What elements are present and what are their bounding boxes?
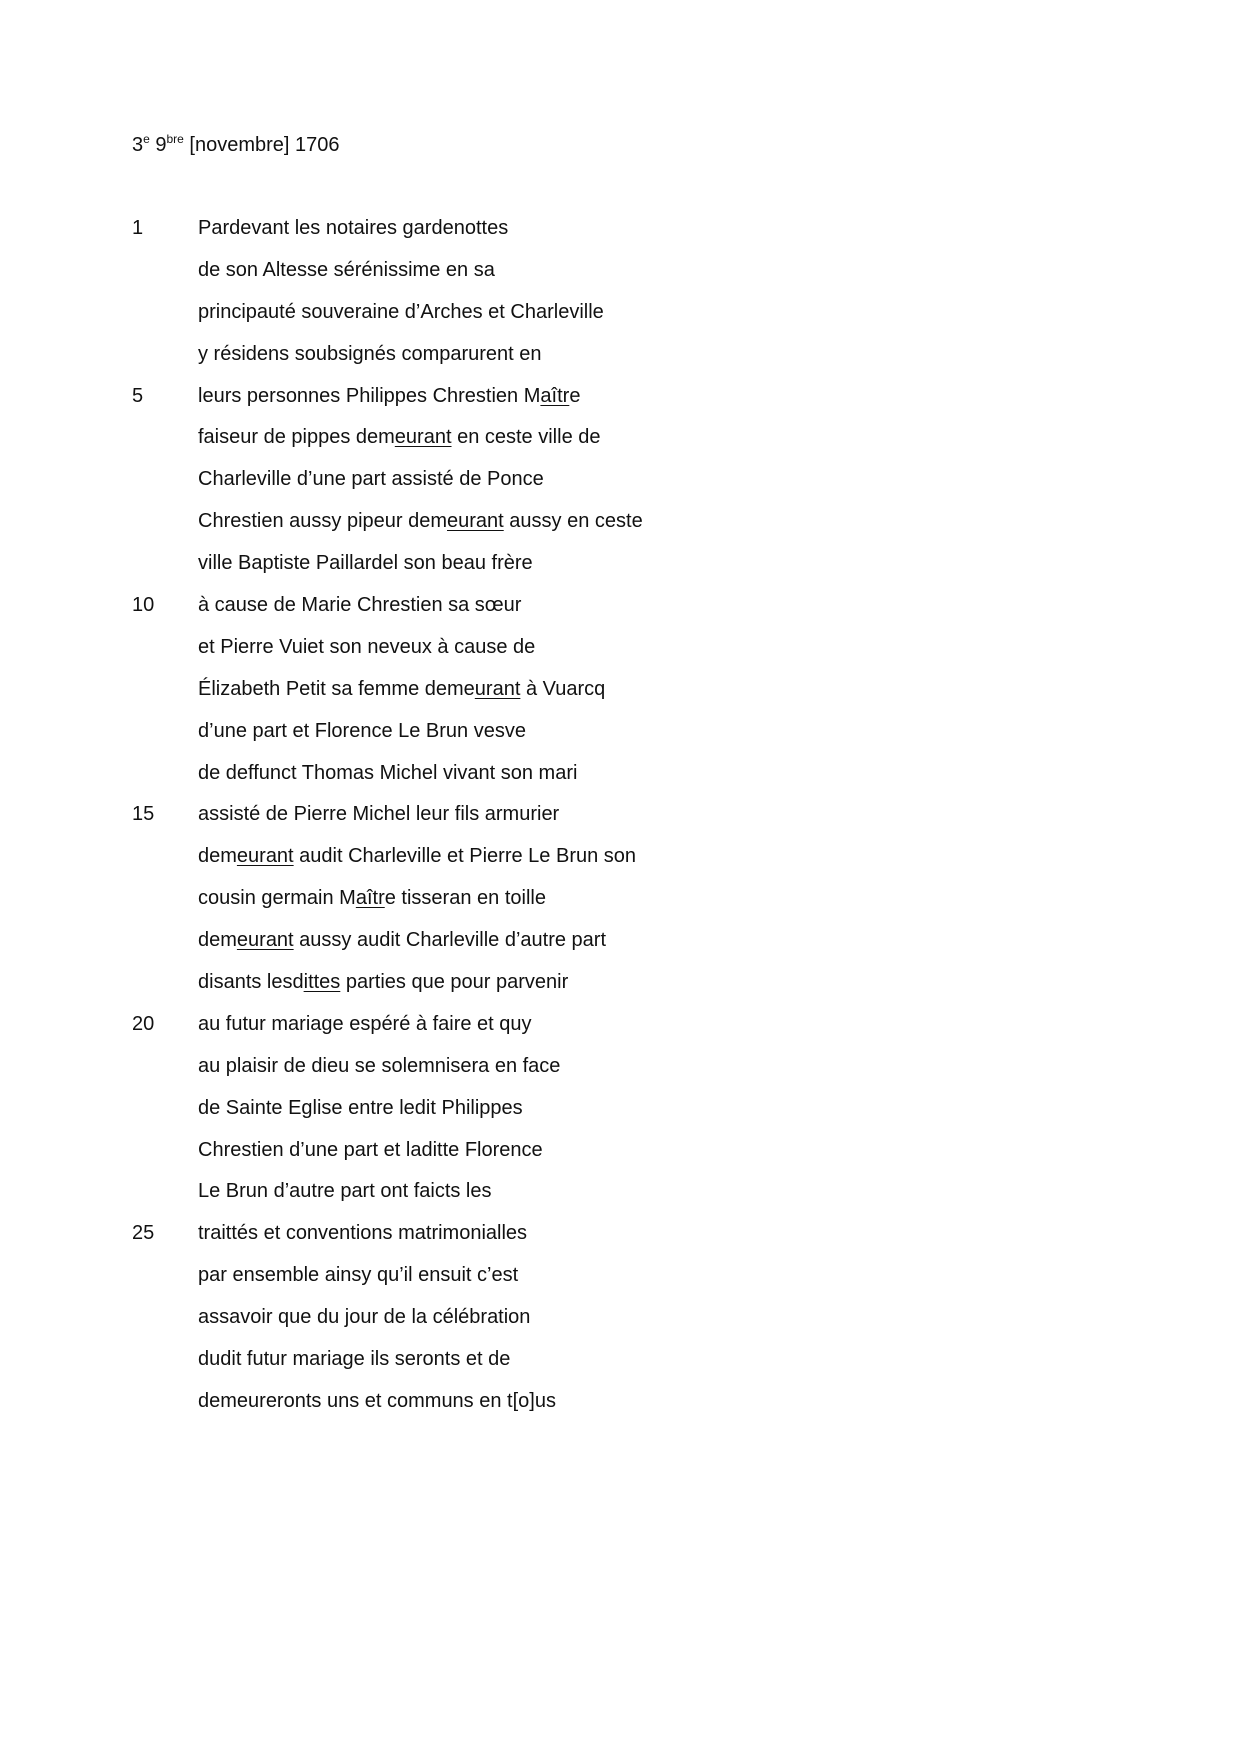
line-text [198, 1220, 527, 1246]
line-text [198, 885, 546, 911]
text-segment: Chrestien aussy pipeur dem [198, 510, 448, 533]
line-text [198, 466, 544, 492]
document-date-heading [132, 132, 340, 160]
text-segment: cousin germain M [198, 887, 356, 910]
line-text [198, 1137, 543, 1163]
line-text [198, 550, 533, 576]
line-text [198, 843, 636, 869]
line-text [198, 801, 559, 827]
text-segment: y résidens soubsignés comparurent en [198, 342, 542, 365]
line-text [198, 1388, 556, 1414]
text-segment: ville Baptiste Paillardel son beau frère [198, 552, 533, 575]
text-segment: traittés et conventions matrimonialles [198, 1222, 528, 1245]
line-text [198, 424, 601, 450]
line-text [198, 592, 521, 618]
line-text [198, 676, 605, 702]
text-segment: et Pierre Vuiet son neveux à cause de [198, 635, 536, 658]
text-segment: dudit futur mariage ils seronts et de [198, 1348, 511, 1371]
heading-day-superscript: e [143, 132, 150, 146]
text-segment: disants lesd [198, 971, 304, 994]
transcription-line [0, 760, 1240, 802]
expanded-abbreviation: eurant [394, 426, 452, 449]
expanded-abbreviation: aîtr [540, 384, 570, 407]
line-text [198, 1178, 492, 1204]
line-number: 10 [132, 594, 155, 617]
transcription-line [0, 885, 1240, 927]
heading-rest: [novembre] 1706 [183, 134, 340, 156]
line-number: 1 [132, 217, 144, 239]
text-segment: au futur mariage espéré à faire et quy [198, 1012, 532, 1035]
text-segment: dem [198, 929, 237, 952]
line-number: 15 [132, 803, 155, 826]
line-text [198, 341, 542, 367]
text-segment: d’une part et Florence Le Brun vesve [198, 719, 526, 742]
transcription-line [0, 1053, 1240, 1095]
text-segment: en ceste ville de [451, 426, 601, 449]
expanded-abbreviation: eurant [236, 845, 294, 868]
line-text [198, 257, 495, 283]
transcription-line [0, 550, 1240, 592]
line-text [198, 215, 508, 241]
text-segment: e [569, 384, 581, 407]
text-segment: par ensemble ainsy qu’il ensuit c’est [198, 1264, 519, 1287]
transcription-line [0, 592, 1240, 634]
line-text [198, 383, 580, 409]
line-text [198, 760, 577, 786]
transcription-line [0, 1011, 1240, 1053]
text-segment: de son Altesse sérénissime en sa [198, 258, 495, 281]
transcription-line [0, 299, 1240, 341]
line-text [198, 634, 535, 660]
text-segment: principauté souveraine d’Arches et Charleville [198, 300, 604, 323]
line-text [198, 718, 526, 744]
transcription-line [0, 843, 1240, 885]
line-text [198, 508, 643, 534]
text-segment: Pardevant les notaires gardenottes [198, 217, 509, 239]
transcription-line [0, 1262, 1240, 1304]
line-text [198, 1304, 530, 1330]
transcription-line [0, 1220, 1240, 1262]
transcription-line [0, 1095, 1240, 1137]
transcription-line [0, 1178, 1240, 1220]
text-segment: Chrestien d’une part et laditte Florence [198, 1138, 543, 1161]
heading-day: 3 [132, 134, 144, 156]
text-segment: aussy en ceste [503, 510, 643, 533]
line-text [198, 1346, 510, 1372]
text-segment: faiseur de pippes dem [198, 426, 395, 449]
line-text [198, 927, 606, 953]
transcription-lines [0, 215, 1240, 1430]
transcription-line [0, 215, 1240, 257]
text-segment: assavoir que du jour de la célébration [198, 1306, 531, 1329]
transcription-line [0, 969, 1240, 1011]
text-segment: à Vuarcq [520, 677, 606, 700]
transcription-line [0, 341, 1240, 383]
transcription-line [0, 927, 1240, 969]
line-number: 25 [132, 1222, 155, 1245]
expanded-abbreviation: eurant [447, 510, 504, 533]
expanded-abbreviation: aîtr [355, 887, 385, 910]
transcription-line [0, 634, 1240, 676]
transcription-line [0, 1137, 1240, 1179]
line-text [198, 1095, 523, 1121]
text-segment: de deffunct Thomas Michel vivant son mari [198, 761, 578, 784]
text-segment: Le Brun d’autre part ont faicts les [198, 1180, 492, 1203]
heading-month-abbr: 9 [155, 134, 167, 156]
text-segment: à cause de Marie Chrestien sa sœur [198, 594, 522, 617]
expanded-abbreviation: ittes [303, 971, 341, 994]
transcription-line [0, 801, 1240, 843]
text-segment: assisté de Pierre Michel leur fils armurier [198, 803, 560, 826]
line-text [198, 969, 568, 995]
text-segment: e tisseran en toille [384, 887, 546, 910]
transcription-line [0, 1346, 1240, 1388]
transcription-line [0, 424, 1240, 466]
heading-month-superscript: bre [166, 132, 184, 146]
text-segment: demeureronts uns et communs en t[o]us [198, 1389, 556, 1412]
expanded-abbreviation: eurant [236, 929, 294, 952]
line-text [198, 1262, 518, 1288]
transcription-line [0, 466, 1240, 508]
text-segment: leurs personnes Philippes Chrestien M [198, 384, 541, 407]
transcription-line [0, 1388, 1240, 1430]
text-segment: dem [198, 845, 237, 868]
transcription-line [0, 1304, 1240, 1346]
text-segment: parties que pour parvenir [340, 971, 569, 994]
line-text [198, 299, 604, 325]
line-text [198, 1053, 560, 1079]
transcription-line [0, 383, 1240, 425]
transcription-line [0, 676, 1240, 718]
text-segment: Élizabeth Petit sa femme deme [198, 677, 475, 700]
text-segment: aussy audit Charleville d’autre part [293, 929, 607, 952]
expanded-abbreviation: urant [474, 677, 521, 700]
line-text [198, 1011, 532, 1037]
transcription-line [0, 718, 1240, 760]
text-segment: au plaisir de dieu se solemnisera en face [198, 1054, 561, 1077]
line-number: 5 [132, 384, 144, 407]
transcription-line [0, 257, 1240, 299]
text-segment: audit Charleville et Pierre Le Brun son [293, 845, 637, 868]
transcription-line [0, 508, 1240, 550]
text-segment: de Sainte Eglise entre ledit Philippes [198, 1096, 523, 1119]
line-number: 20 [132, 1012, 155, 1035]
text-segment: Charleville d’une part assisté de Ponce [198, 468, 544, 491]
